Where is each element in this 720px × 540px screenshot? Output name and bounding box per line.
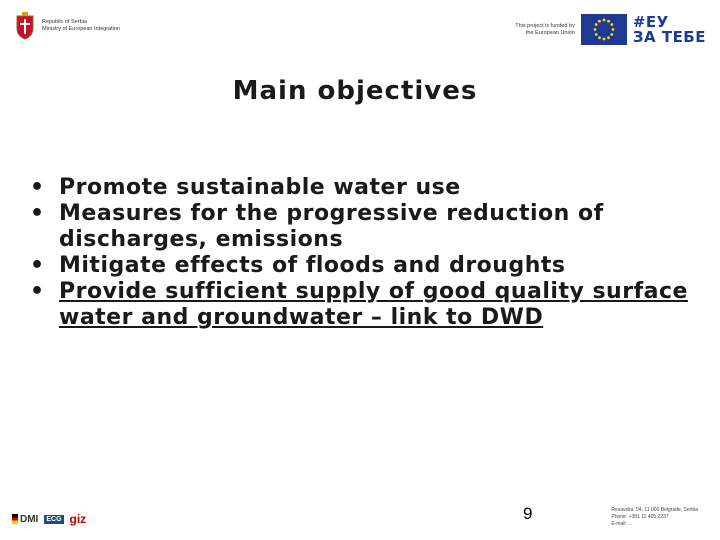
dmi-logo xyxy=(12,514,38,525)
dmi-logo-text: DMI xyxy=(20,513,39,525)
ecg-logo-text: ECG xyxy=(46,515,62,523)
ministry-line2: Ministry of European Integration xyxy=(42,26,120,32)
address-line1: Resavska 7/4, 11 000 Belgrade, Serbia xyxy=(611,507,698,513)
giz-logo xyxy=(70,512,87,526)
objectives-list xyxy=(30,175,705,331)
slogan-line1: #ЕУ xyxy=(632,12,669,31)
objective-item xyxy=(30,175,705,201)
bullet-icon: • xyxy=(30,201,45,226)
header-right xyxy=(505,14,706,45)
objective-text: Promote sustainable water use xyxy=(59,175,461,200)
objective-text: Mitigate effects of floods and droughts xyxy=(59,253,566,278)
funded-by-text xyxy=(505,23,575,37)
partner-logos xyxy=(12,512,86,526)
objective-item xyxy=(30,253,705,279)
german-flag-icon xyxy=(12,514,18,524)
header-left xyxy=(14,12,120,40)
objective-item xyxy=(30,279,705,331)
slide-title: Main objectives xyxy=(232,76,478,106)
contact-info xyxy=(611,507,698,528)
eu-slogan xyxy=(632,12,706,46)
objective-text: Provide sufficient supply of good quality surface water and groundwater – link to DWD xyxy=(59,279,688,330)
serbia-coat-of-arms-icon xyxy=(14,12,36,40)
bullet-icon: • xyxy=(30,253,45,278)
ecg-logo xyxy=(44,515,63,524)
funded-line1: This project is funded by xyxy=(515,22,575,29)
address-line2: Phone: +381 11 405 2237 xyxy=(611,514,669,520)
address-line3: E-mail: ... xyxy=(611,521,633,527)
bullet-icon: • xyxy=(30,175,45,200)
funded-line2: the European Union xyxy=(525,29,575,36)
objective-text: Measures for the progressive reduction of discharges, emissions xyxy=(59,201,604,252)
giz-logo-text: giz xyxy=(69,512,87,526)
ministry-line1: Republic of Serbia xyxy=(42,19,87,25)
eu-flag-icon xyxy=(581,14,627,45)
page-number: 9 xyxy=(523,504,533,523)
slogan-line2: ЗА ТЕБЕ xyxy=(632,27,706,46)
objective-item xyxy=(30,201,705,253)
ministry-name xyxy=(42,19,120,33)
bullet-icon: • xyxy=(30,279,45,304)
